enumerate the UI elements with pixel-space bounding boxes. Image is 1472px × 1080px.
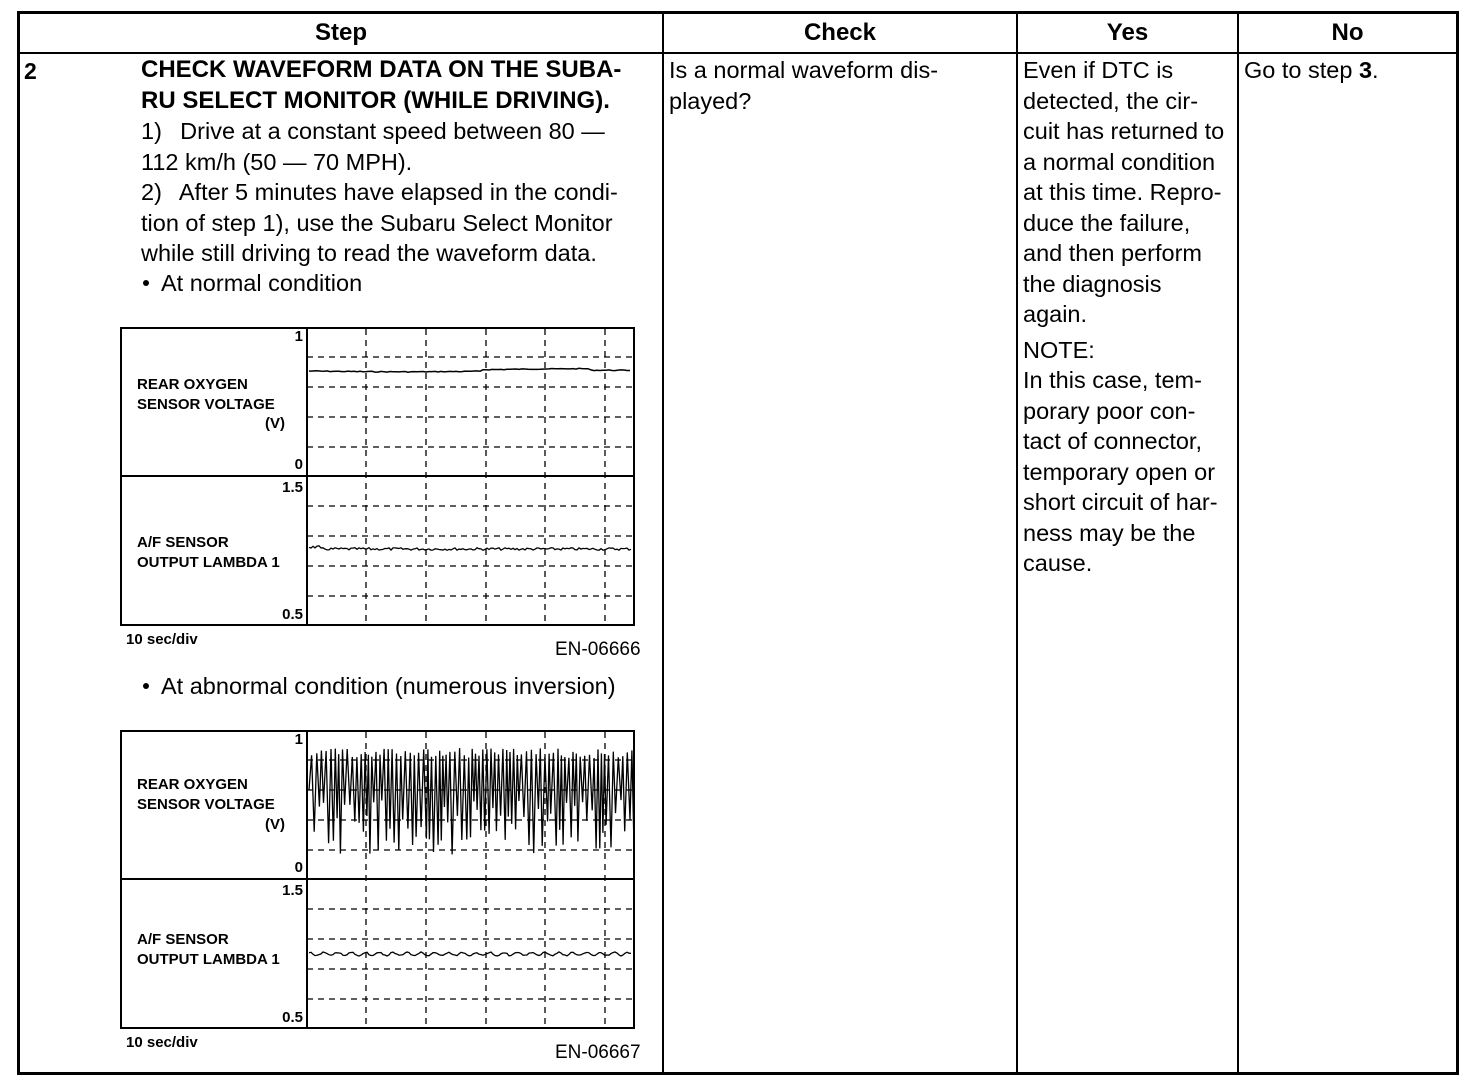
- lower-axis-label: [137, 533, 280, 573]
- yes-note-line: short circuit of har-: [1023, 489, 1218, 515]
- upper-unit-label: (V): [265, 816, 285, 833]
- upper-label-line: SENSOR VOLTAGE: [137, 396, 275, 413]
- check-line: Is a normal waveform dis-: [669, 57, 939, 83]
- af-sensor-trace: [309, 546, 631, 551]
- header-step: Step: [314, 19, 367, 46]
- instruction-line: 112 km/h (50 — 70 MPH).: [141, 148, 413, 175]
- time-scale-label: 10 sec/div: [126, 631, 198, 648]
- rear-oxygen-trace: [309, 368, 630, 372]
- header-no: No: [1331, 19, 1364, 46]
- instruction-line: 2) After 5 minutes have elapsed in the condi-: [141, 179, 618, 205]
- yes-line: Even if DTC is: [1023, 57, 1174, 83]
- column-divider-check-yes: [1016, 11, 1018, 1075]
- yes-line: a normal condition: [1023, 148, 1216, 175]
- waveform-figure-normal: [120, 327, 635, 626]
- yes-note-line: temporary open or: [1023, 458, 1216, 485]
- yes-note-label: NOTE:: [1023, 336, 1095, 363]
- instruction-line: tion of step 1), use the Subaru Select Monitor: [141, 209, 613, 236]
- header-check: Check: [803, 19, 877, 46]
- lower-label-line: A/F SENSOR: [137, 534, 229, 551]
- no-text: Go to step: [1244, 57, 1359, 83]
- bullet-abnormal-text: At abnormal condition (numerous inversion): [161, 673, 616, 699]
- figure-code: EN-06666: [555, 639, 641, 660]
- bullet-icon: [143, 683, 149, 689]
- step-number: 2: [24, 58, 37, 84]
- instruction-line: 1) Drive at a constant speed between 80 —: [141, 118, 605, 144]
- yes-note-line: cause.: [1023, 550, 1093, 576]
- yes-line: and then perform: [1023, 240, 1202, 266]
- yes-line: at this time. Repro-: [1023, 179, 1222, 205]
- instruction-line: while still driving to read the waveform data.: [141, 240, 597, 266]
- upper-max-tick: 1: [294, 731, 303, 748]
- no-action: [1244, 55, 1454, 86]
- upper-unit-label: (V): [265, 415, 285, 432]
- yes-line: duce the failure,: [1023, 209, 1191, 236]
- rear-oxygen-trace: [309, 748, 634, 854]
- yes-line: again.: [1023, 301, 1088, 327]
- yes-line: cuit has returned to: [1023, 118, 1225, 144]
- lower-min-tick: 0.5: [282, 606, 303, 623]
- upper-max-tick: 1: [294, 328, 303, 345]
- yes-line: the diagnosis: [1023, 270, 1162, 297]
- check-question: [669, 55, 1009, 116]
- waveform-figure-abnormal: [120, 730, 635, 1029]
- upper-axis-label: [137, 375, 275, 415]
- lower-axis-label: [137, 930, 280, 970]
- lower-min-tick: 0.5: [282, 1009, 303, 1026]
- upper-min-tick: 0: [294, 456, 303, 473]
- bullet-normal-text: At normal condition: [161, 270, 363, 296]
- header-yes: Yes: [1106, 19, 1149, 46]
- yes-note-line: tact of connector,: [1023, 428, 1202, 454]
- yes-note-line: In this case, tem-: [1023, 367, 1202, 393]
- upper-axis-label: [137, 775, 275, 815]
- step-title-line: CHECK WAVEFORM DATA ON THE SUBA-: [141, 56, 622, 83]
- step-instructions: [141, 116, 651, 269]
- upper-label-line: SENSOR VOLTAGE: [137, 796, 275, 813]
- lower-max-tick: 1.5: [282, 479, 303, 496]
- lower-max-tick: 1.5: [282, 882, 303, 899]
- upper-label-line: REAR OXYGEN: [137, 376, 248, 393]
- yes-line: detected, the cir-: [1023, 87, 1199, 114]
- bullet-icon: [143, 280, 149, 286]
- upper-min-tick: 0: [294, 859, 303, 876]
- lower-label-line: OUTPUT LAMBDA 1: [137, 554, 280, 571]
- yes-note-line: ness may be the: [1023, 519, 1196, 546]
- yes-note-line: porary poor con-: [1023, 397, 1196, 424]
- waveform-chart-normal: [120, 327, 635, 626]
- bullet-normal-condition: [143, 268, 362, 299]
- upper-label-line: REAR OXYGEN: [137, 776, 248, 793]
- step-title: [141, 55, 646, 116]
- no-suffix: .: [1372, 57, 1379, 83]
- af-sensor-trace: [309, 952, 631, 956]
- lower-label-line: OUTPUT LAMBDA 1: [137, 951, 280, 968]
- no-step-number: 3: [1358, 57, 1373, 83]
- bullet-abnormal-condition: [143, 671, 616, 702]
- column-divider-step-check: [662, 11, 664, 1075]
- lower-label-line: A/F SENSOR: [137, 931, 229, 948]
- yes-action: [1023, 55, 1233, 579]
- column-divider-yes-no: [1237, 11, 1239, 1075]
- header-divider: [17, 52, 1459, 54]
- time-scale-label: 10 sec/div: [126, 1034, 198, 1051]
- step-title-line: RU SELECT MONITOR (WHILE DRIVING).: [141, 86, 610, 114]
- check-line: played?: [669, 87, 752, 114]
- figure-code: EN-06667: [555, 1042, 641, 1063]
